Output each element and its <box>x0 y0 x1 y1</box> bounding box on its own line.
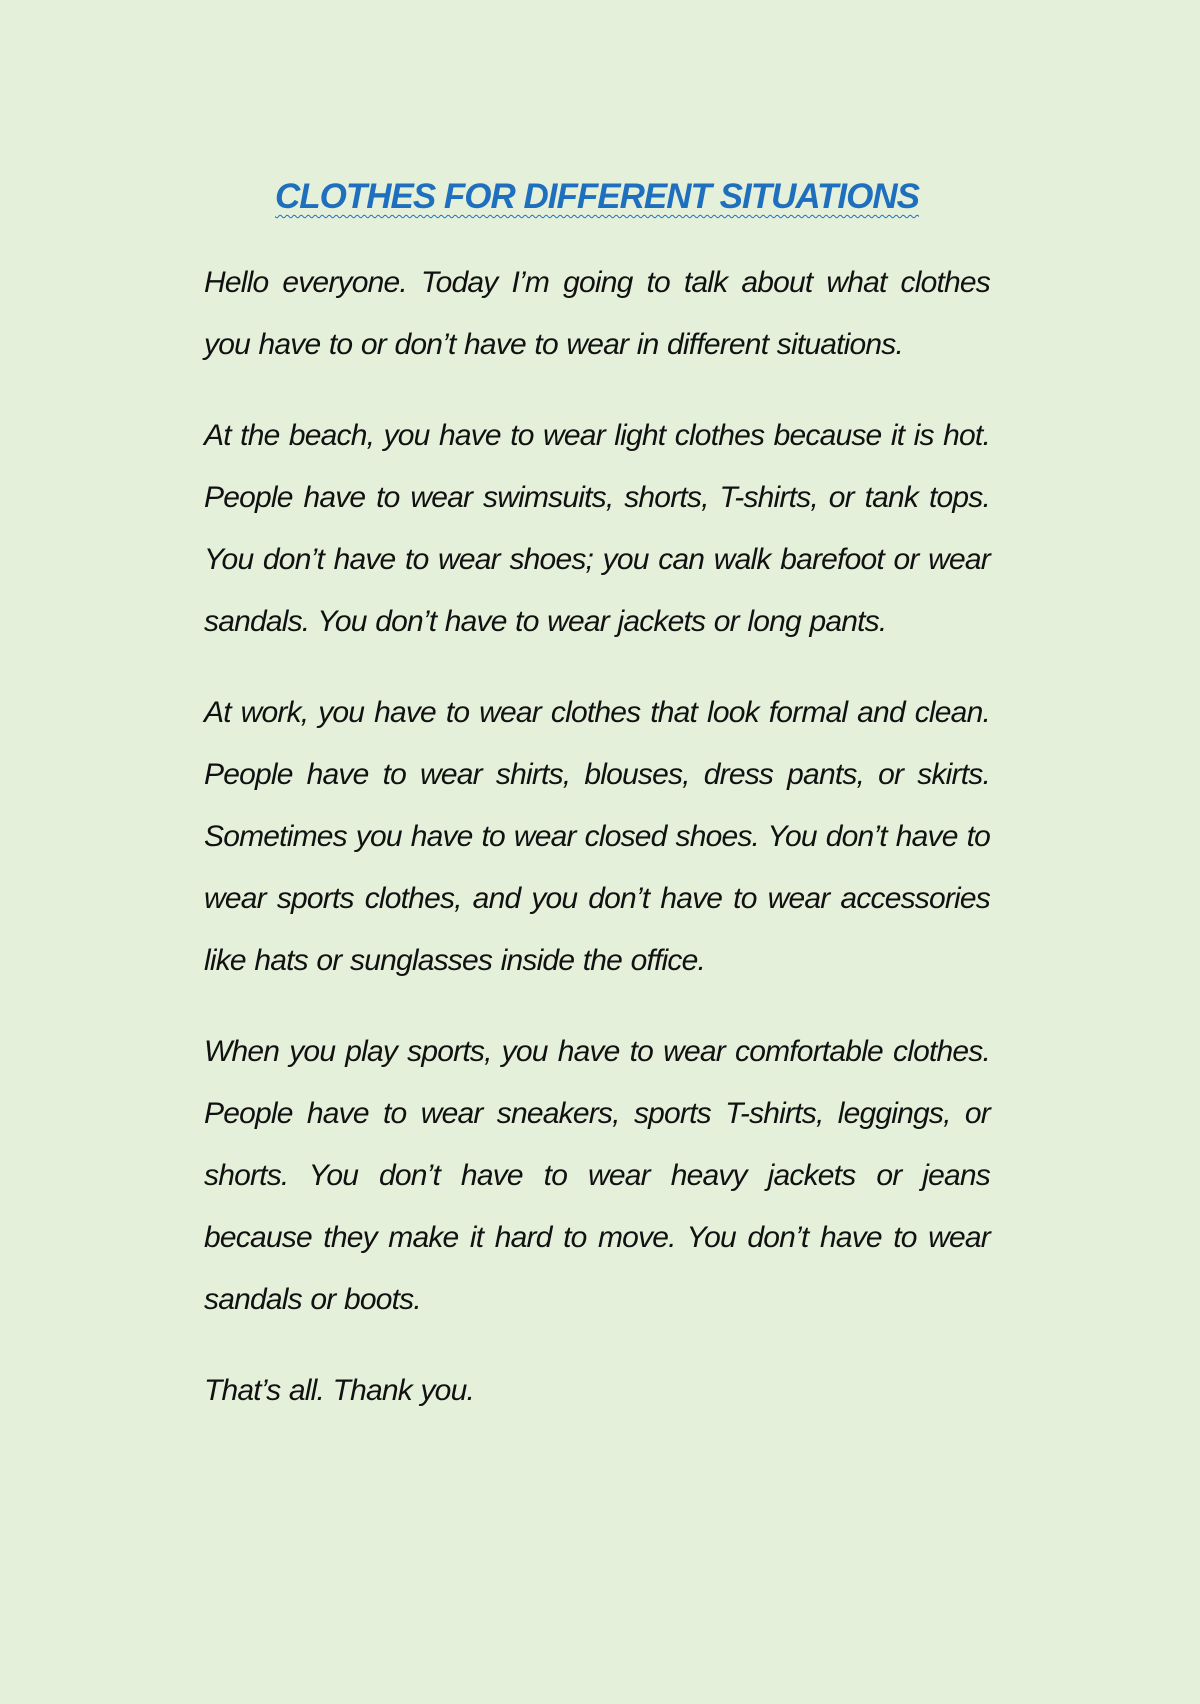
paragraph-work: At work, you have to wear clothes that look formal and clean. People have to wear shirts, blouses, dress pants, or skirts. Sometimes you have to wear closed shoes. You don’t have to wear sports clothes, and you don’t have to wear accessories like hats or sunglasses inside the office. <box>204 696 990 977</box>
document-title: CLOTHES FOR DIFFERENT SITUATIONS <box>274 177 919 216</box>
paragraph-beach: At the beach, you have to wear light clothes because it is hot. People have to wear swimsuits, shorts, T-shirts, or tank tops. You don’t have to wear shoes; you can walk barefoot or wear sandals. You don’t have to wear jackets or long pants. <box>204 419 990 638</box>
paragraph-sports: When you play sports, you have to wear comfortable clothes. People have to wear sneakers, sports T-shirts, leggings, or shorts. You don’t have to wear heavy jackets or jeans because they make it hard to move. You don’t have to wear sandals or boots. <box>204 1035 990 1316</box>
document-body <box>204 176 990 1422</box>
paragraph-closing: That’s all. Thank you. <box>204 1374 474 1407</box>
paragraph-intro: Hello everyone. Today I’m going to talk about what clothes you have to or don’t have to wear in different situations. <box>204 266 990 361</box>
